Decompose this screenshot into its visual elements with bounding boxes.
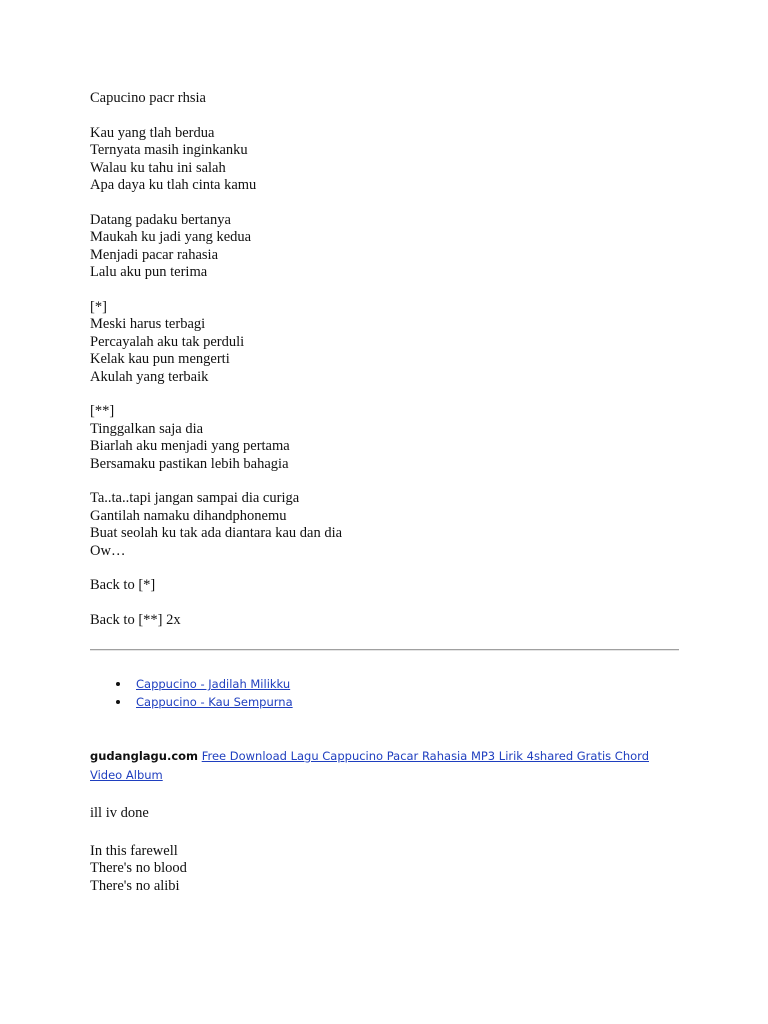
lyric-line: Ternyata masih inginkanku <box>90 142 248 158</box>
lyric-line: Kelak kau pun mengerti <box>90 351 230 367</box>
lyric-line: Tinggalkan saja dia <box>90 420 204 437</box>
chorus-marker: [*] <box>90 298 107 315</box>
lyric-line: Kau yang tlah berdua <box>90 124 215 141</box>
chorus-marker: [**] <box>90 403 115 419</box>
lyric-line: Percayalah aku tak perduli <box>90 333 245 350</box>
next-song-title: ill iv done <box>90 805 149 821</box>
source-credit <box>90 747 670 785</box>
related-song-link[interactable]: Cappucino - Kau Sempurna <box>136 695 293 709</box>
related-song-link[interactable]: Cappucino - Jadilah Milikku <box>136 677 291 691</box>
lyric-line: Datang padaku bertanya <box>90 211 231 228</box>
stanza-4 <box>90 403 690 473</box>
lyric-line: There's no blood <box>90 860 187 876</box>
repeat-instruction: Back to [*] <box>90 577 156 593</box>
stanza-5 <box>90 490 690 560</box>
lyric-line: In this farewell <box>90 842 178 859</box>
lyric-line: Buat seolah ku tak ada diantara kau dan dia <box>90 525 343 541</box>
stanza-3 <box>90 299 690 387</box>
lyric-line: Menjadi pacar rahasia <box>90 246 219 263</box>
lyric-line: There's no alibi <box>90 877 180 894</box>
lyric-line: Meski harus terbagi <box>90 316 206 332</box>
lyric-line: Maukah ku jadi yang kedua <box>90 229 252 245</box>
lyric-line: Ta..ta..tapi jangan sampai dia curiga <box>90 490 300 506</box>
stanza-1 <box>90 125 690 195</box>
song-title: Capucino pacr rhsia <box>90 90 206 106</box>
lyric-line: Walau ku tahu ini salah <box>90 159 226 176</box>
list-item <box>90 675 690 693</box>
bullet-icon <box>116 682 120 686</box>
horizontal-divider <box>90 649 679 651</box>
related-songs-list <box>90 675 690 711</box>
stanza-2 <box>90 212 690 282</box>
document-page <box>90 90 690 895</box>
repeat-instruction: Back to [**] 2x <box>90 611 181 628</box>
download-link[interactable]: Free Download Lagu Cappucino Pacar Rahasia MP3 Lirik 4shared Gratis Chord Video Album <box>90 749 649 782</box>
lyric-line: Akulah yang terbaik <box>90 368 209 385</box>
lyric-line: Apa daya ku tlah cinta kamu <box>90 177 257 193</box>
lyric-line: Bersamaku pastikan lebih bahagia <box>90 455 289 472</box>
bullet-icon <box>116 700 120 704</box>
list-item <box>90 693 690 711</box>
lyric-line: Gantilah namaku dihandphonemu <box>90 507 287 524</box>
source-site-name: gudanglagu.com <box>90 749 199 763</box>
lyric-line: Ow… <box>90 542 126 559</box>
next-song-stanza <box>90 843 690 896</box>
lyric-line: Biarlah aku menjadi yang pertama <box>90 438 290 454</box>
lyric-line: Lalu aku pun terima <box>90 264 208 280</box>
